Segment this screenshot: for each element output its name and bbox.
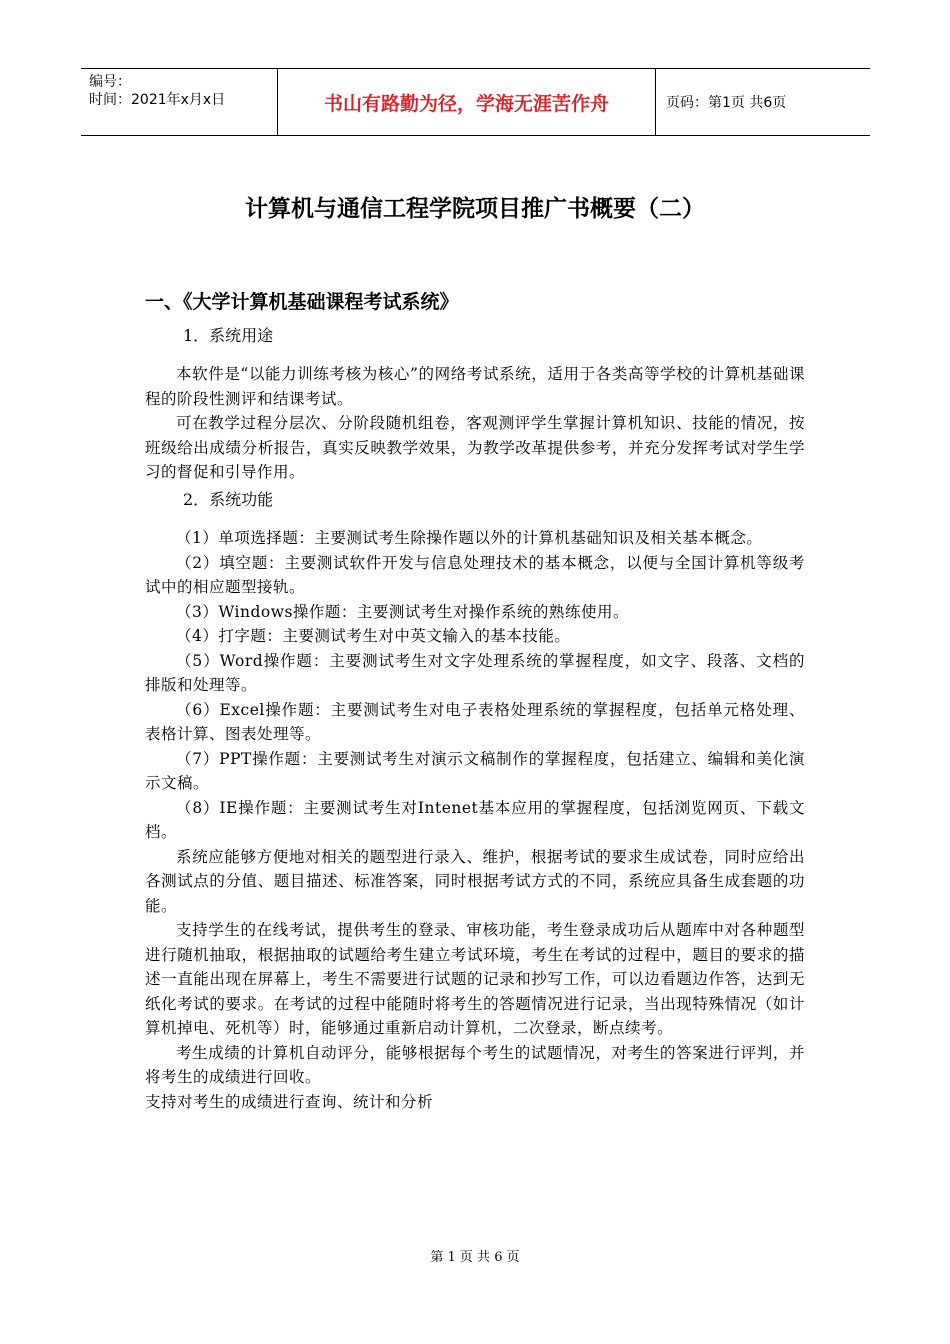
function-item: （1）单项选择题：主要测试考生除操作题以外的计算机基础知识及相关基本概念。	[176, 529, 763, 547]
subsection-functions-heading: 2．系统功能	[183, 490, 274, 509]
function-item: （3）Windows操作题：主要测试考生对操作系统的熟练使用。	[176, 602, 629, 621]
function-item: （8）IE操作题：主要测试考生对Intenet基本应用的掌握程度，包括浏览网页、下载文档。	[145, 798, 805, 841]
purpose-body	[145, 362, 805, 485]
function-item: （2）填空题：主要测试软件开发与信息处理技术的基本概念，以便与全国计算机等级考试中的相应题型接轨。	[145, 553, 805, 596]
function-item: （4）打字题：主要测试考生对中英文输入的基本技能。	[176, 627, 571, 645]
header-page-info: 页码：第1页 共6页	[666, 95, 787, 111]
paragraph: 系统应能够方便地对相关的题型进行录入、维护，根据考试的要求生成试卷，同时应给出各测试点的分值、题目描述、标准答案，同时根据考试方式的不同，系统应具备生成套题的功能。	[145, 847, 805, 915]
paragraph: 本软件是“以能力训练考核为核心”的网络考试系统，适用于各类高等学校的计算机基础课程的阶段性测评和结课考试。	[145, 365, 805, 408]
paragraph: 考生成绩的计算机自动评分，能够根据每个考生的试题情况，对考生的答案进行评判，并将考生的成绩进行回收。	[145, 1043, 805, 1086]
header-meta	[81, 69, 278, 135]
paragraph: 支持学生的在线考试，提供考生的登录、审核功能，考生登录成功后从题库中对各种题型进行随机抽取，根据抽取的试题给考生建立考试环境，考生在考试的过程中，题目的要求的描述一直能出现在屏幕上，考生不需要进行试题的记录和抄写工作，可以边看题边作答，达到无纸化考试的要求。在考试的过程中能随时将考生的答题情况进行记录，当出现特殊情况（如计算机掉电、死机等）时，能够通过重新启动计算机，二次登录，断点续考。	[145, 921, 805, 1037]
paragraph: 支持对考生的成绩进行查询、统计和分析	[145, 1092, 434, 1111]
function-item: （6）Excel操作题：主要测试考生对电子表格处理系统的掌握程度，包括单元格处理、表格计算、图表处理等。	[145, 700, 805, 743]
page-footer: 第 1 页 共 6 页	[430, 1250, 520, 1265]
function-item: （5）Word操作题：主要测试考生对文字处理系统的掌握程度，如文字、段落、文档的排版和处理等。	[145, 651, 805, 694]
document-title: 计算机与通信工程学院项目推广书概要（二）	[245, 196, 705, 222]
time-label: 时间：2021年x月x日	[89, 92, 226, 108]
page-header	[81, 68, 870, 136]
function-item: （7）PPT操作题：主要测试考生对演示文稿制作的掌握程度，包括建立、编辑和美化演示文稿。	[145, 749, 805, 792]
code-label: 编号：	[89, 74, 131, 90]
header-motto: 书山有路勤为径，学海无涯苦作舟	[278, 69, 656, 135]
paragraph: 可在教学过程分层次、分阶段随机组卷，客观测评学生掌握计算机知识、技能的情况，按班级给出成绩分析报告，真实反映教学效果，为教学改革提供参考，并充分发挥考试对学生学习的督促和引导作用。	[145, 414, 805, 481]
subsection-purpose-heading: 1．系统用途	[183, 326, 274, 345]
section-heading: 一、《大学计算机基础课程考试系统》	[145, 291, 459, 313]
functions-body	[145, 526, 805, 1114]
